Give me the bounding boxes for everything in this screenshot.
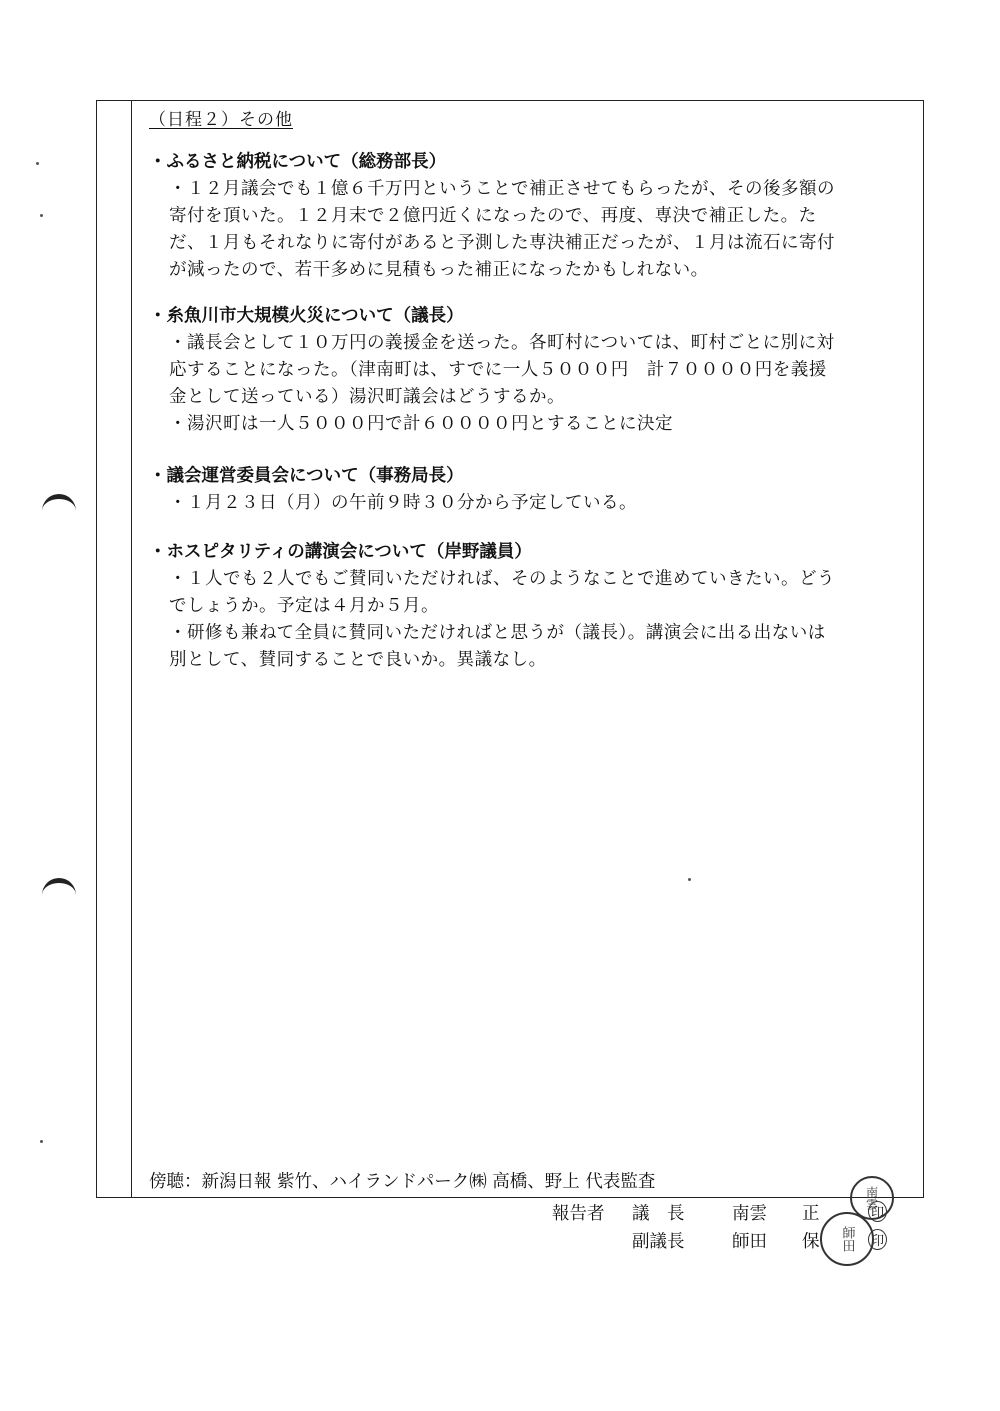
section-heading: ・ホスピタリティの講演会について（岸野議員） xyxy=(149,542,532,562)
scan-speck xyxy=(40,1140,43,1143)
body-line: ・研修も兼ねて全員に賛同いただければと思うが（議長）。講演会に出る出ないは xyxy=(169,623,826,643)
body-line: ・議長会として１０万円の義援金を送った。各町村については、町村ごとに別に対 xyxy=(169,333,835,353)
stamp-text: 師田 xyxy=(839,1226,855,1252)
body-line: ・１月２３日（月）の午前９時３０分から予定している。 xyxy=(169,493,637,513)
section-body xyxy=(149,566,913,674)
body-line: でしょうか。予定は４月か５月。 xyxy=(169,596,439,616)
section-body xyxy=(149,176,913,284)
reporter-label: 報告者 xyxy=(552,1204,605,1224)
minutes-content xyxy=(145,101,913,1197)
stamp-text: 南雲 xyxy=(864,1186,879,1210)
section-body xyxy=(149,330,913,438)
body-line: が減ったので、若干多めに見積もった補正になったかもしれない。 xyxy=(169,260,709,280)
section-hospitality-lecture xyxy=(149,539,913,674)
section-itoigawa-fire xyxy=(149,303,913,438)
vice-chair-name: 師田 保 xyxy=(732,1232,820,1252)
attendees-line: 傍聴：新潟日報 紫竹、ハイランドパーク㈱ 高橋、野上 代表監査 xyxy=(149,1172,656,1192)
section-heading: ・ふるさと納税について（総務部長） xyxy=(149,152,447,172)
body-line: ・１２月議会でも１億６千万円ということで補正させてもらったが、その後多額の xyxy=(169,179,835,199)
section-furusato-tax xyxy=(149,149,913,284)
vice-chair-title: 副議長 xyxy=(632,1232,685,1252)
margin-rule xyxy=(131,101,132,1197)
section-heading: ・糸魚川市大規模火災について（議長） xyxy=(149,306,464,326)
body-line: 別として、賛同することで良いか。異議なし。 xyxy=(169,650,547,670)
body-line: 金として送っている）湯沢町議会はどうするか。 xyxy=(169,387,565,407)
minutes-frame xyxy=(96,100,924,1198)
body-line: ・１人でも２人でもご賛同いただければ、そのようなことで進めていきたい。どう xyxy=(169,569,835,589)
body-line: 寄付を頂いた。１２月末で２億円近くになったので、再度、専決で補正した。た xyxy=(169,206,817,226)
body-line: 応することになった。（津南町は、すでに一人５０００円 計７００００円を義援 xyxy=(169,360,827,380)
scan-speck xyxy=(36,162,39,165)
section-body xyxy=(149,490,913,517)
section-steering-committee xyxy=(149,463,913,517)
scan-speck xyxy=(40,214,43,217)
chair-name: 南雲 正 xyxy=(732,1204,820,1224)
section-heading: ・議会運営委員会について（事務局長） xyxy=(149,466,464,486)
schedule-title: （日程２）その他 xyxy=(149,110,293,130)
body-line: だ、１月もそれなりに寄付があると予測した専決補正だったが、１月は流石に寄付 xyxy=(169,233,835,253)
chair-title: 議 長 xyxy=(632,1204,685,1224)
punch-hole-bottom xyxy=(42,878,76,899)
punch-hole-top xyxy=(42,494,76,515)
vice-chair-seal-mark: 印 xyxy=(868,1229,887,1250)
body-line: ・湯沢町は一人５０００円で計６００００円とすることに決定 xyxy=(169,414,673,434)
vice-chair-hanko-stamp xyxy=(820,1212,874,1266)
chair-seal-mark: 印 xyxy=(868,1201,887,1222)
